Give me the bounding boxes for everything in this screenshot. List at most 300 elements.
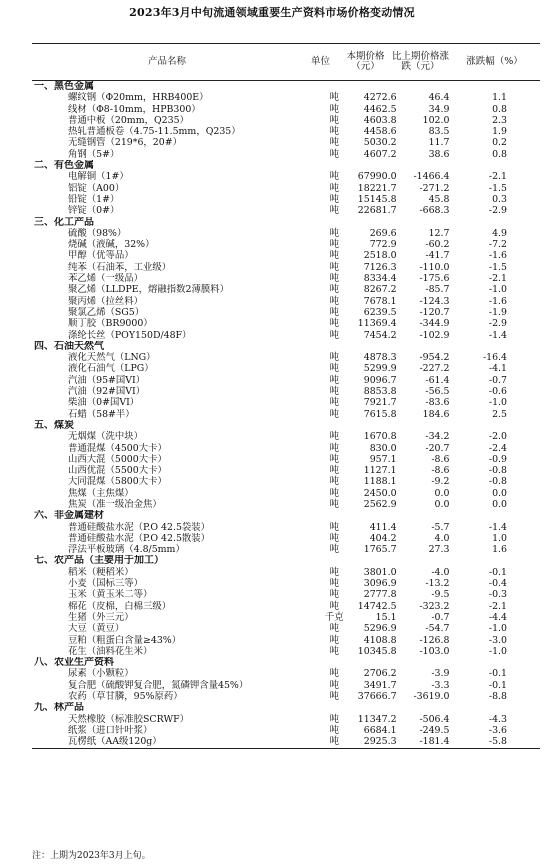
price-cell: 5299.9 [363, 363, 397, 375]
table-row [32, 736, 540, 747]
product-name: 无缝钢管（219*6，20#） [68, 137, 182, 149]
product-name: 浮法平板玻璃（4.8/5mm） [68, 544, 185, 556]
price-table [32, 43, 540, 749]
unit-cell: 吨 [329, 408, 339, 420]
pct-cell: -2.9 [488, 205, 507, 217]
unit-cell: 吨 [329, 182, 339, 194]
table-row [32, 544, 540, 555]
price-cell: 5030.2 [363, 137, 397, 149]
section-title: 一、黑色金属 [34, 81, 94, 92]
unit-cell: 吨 [329, 679, 339, 691]
pct-cell: -0.6 [488, 386, 507, 398]
section-title: 四、石油天然气 [34, 340, 104, 352]
unit-cell: 吨 [329, 329, 339, 341]
price-cell: 18221.7 [357, 182, 397, 194]
unit-cell: 吨 [329, 431, 339, 443]
table-body [32, 81, 540, 748]
table-row [32, 454, 540, 465]
table-row [32, 375, 540, 386]
pct-cell: -4.1 [488, 363, 507, 375]
product-name: 铝锭（A00） [68, 182, 125, 194]
table-row [32, 307, 540, 318]
change-cell: 27.3 [428, 544, 450, 556]
section-header-row [32, 510, 540, 521]
change-cell: 11.7 [428, 137, 450, 149]
unit-cell: 吨 [329, 92, 339, 104]
price-cell: 404.2 [369, 532, 397, 544]
pct-cell: -4.3 [488, 713, 507, 725]
pct-cell: -1.0 [488, 645, 507, 657]
product-name: 螺纹钢（Φ20mm，HRB400E） [68, 92, 209, 104]
change-cell: -3.3 [431, 679, 450, 691]
unit-cell: 吨 [329, 668, 339, 680]
pct-cell: -3.6 [488, 724, 507, 736]
unit-cell: 吨 [329, 521, 339, 533]
product-name: 热轧普通板卷（4.75-11.5mm，Q235） [68, 126, 241, 138]
table-row [32, 589, 540, 600]
unit-cell: 千克 [324, 611, 344, 623]
table-row [32, 476, 540, 487]
product-name: 线材（Φ8-10mm，HPB300） [68, 103, 201, 115]
product-name: 普通混煤（4500大卡） [68, 442, 167, 454]
change-cell: -1466.4 [413, 171, 450, 183]
header-price: 本期价格（元） [346, 51, 385, 72]
price-cell: 11347.2 [357, 713, 397, 725]
price-cell: 6684.1 [363, 724, 397, 736]
price-cell: 2706.2 [363, 668, 397, 680]
table-row [32, 397, 540, 408]
pct-cell: 0.0 [492, 498, 507, 510]
price-cell: 1670.8 [363, 431, 397, 443]
unit-cell: 吨 [329, 623, 339, 635]
table-row [32, 126, 540, 137]
product-name: 玉米（黄玉米二等） [68, 589, 153, 601]
change-cell: -3.9 [431, 668, 450, 680]
unit-cell: 吨 [329, 126, 339, 138]
product-name: 纯苯（石油苯，工业级） [68, 261, 172, 273]
table-row [32, 284, 540, 295]
change-cell: -0.7 [431, 611, 450, 623]
product-name: 稻米（粳稻米） [68, 566, 134, 578]
price-cell: 6239.5 [363, 306, 397, 318]
pct-cell: -2.4 [488, 442, 507, 454]
pct-cell: -2.9 [488, 318, 507, 330]
product-name: 小麦（国标三等） [68, 578, 144, 590]
product-name: 液化天然气（LNG） [68, 352, 156, 364]
section-title: 八、农业生产资料 [34, 657, 114, 669]
change-cell: -954.2 [419, 352, 450, 364]
table-row [32, 691, 540, 702]
change-cell: -13.2 [425, 578, 450, 590]
pct-cell: -0.1 [488, 566, 507, 578]
section-title: 七、农产品（主要用于加工） [34, 555, 164, 567]
table-row [32, 567, 540, 578]
change-cell: 0.0 [434, 487, 450, 499]
change-cell: -668.3 [419, 205, 450, 217]
price-cell: 3096.9 [363, 578, 397, 590]
product-name: 石蜡（58#半） [68, 408, 135, 420]
change-cell: -8.6 [431, 453, 450, 465]
price-cell: 11369.4 [357, 318, 397, 330]
unit-cell: 吨 [329, 713, 339, 725]
unit-cell: 吨 [329, 374, 339, 386]
table-row [32, 330, 540, 341]
section-header-row [32, 217, 540, 228]
table-row [32, 386, 540, 397]
price-cell: 830.0 [369, 442, 397, 454]
change-cell: -102.9 [419, 329, 450, 341]
pct-cell: 2.5 [492, 408, 507, 420]
change-cell: -120.7 [419, 306, 450, 318]
change-cell: -83.6 [425, 397, 450, 409]
pct-cell: -16.4 [482, 352, 507, 364]
unit-cell: 吨 [329, 532, 339, 544]
price-cell: 67990.0 [357, 171, 397, 183]
table-row [32, 646, 540, 657]
pct-cell: -4.4 [488, 611, 507, 623]
product-name: 电解铜（1#） [68, 171, 129, 183]
table-row [32, 228, 540, 239]
price-cell: 7678.1 [363, 295, 397, 307]
change-cell: -4.0 [431, 566, 450, 578]
price-cell: 2562.9 [363, 498, 397, 510]
table-row [32, 499, 540, 510]
change-cell: -126.8 [419, 634, 450, 646]
table-bottom-rule [32, 748, 540, 749]
product-name: 花生（油料花生米） [68, 645, 153, 657]
unit-cell: 吨 [329, 691, 339, 703]
unit-cell: 吨 [329, 227, 339, 239]
change-cell: -344.9 [419, 318, 450, 330]
change-cell: -85.7 [425, 284, 450, 296]
price-cell: 14742.5 [357, 600, 397, 612]
pct-cell: 1.0 [492, 532, 507, 544]
pct-cell: -1.9 [488, 306, 507, 318]
product-name: 聚乙烯（LLDPE，熔融指数2薄膜料） [68, 284, 229, 296]
table-row [32, 104, 540, 115]
table-row [32, 601, 540, 612]
product-name: 纸浆（进口针叶浆） [68, 724, 153, 736]
pct-cell: 1.1 [492, 92, 507, 104]
change-cell: -5.7 [431, 521, 450, 533]
unit-cell: 吨 [329, 171, 339, 183]
price-cell: 37666.7 [357, 691, 397, 703]
price-cell: 4878.3 [363, 352, 397, 364]
change-cell: 102.0 [422, 114, 450, 126]
product-name: 焦煤（主焦煤） [68, 487, 134, 499]
change-cell: 34.9 [428, 103, 450, 115]
unit-cell: 吨 [329, 465, 339, 477]
change-cell: -9.5 [431, 589, 450, 601]
table-row [32, 149, 540, 160]
product-name: 普通硅酸盐水泥（P.O 42.5散装） [68, 532, 211, 544]
unit-cell: 吨 [329, 736, 339, 748]
section-header-row [32, 657, 540, 668]
table-row [32, 668, 540, 679]
section-title: 六、非金属建材 [34, 510, 104, 522]
table-row [32, 194, 540, 205]
change-cell: -249.5 [419, 724, 450, 736]
pct-cell: -0.1 [488, 679, 507, 691]
price-cell: 2450.0 [363, 487, 397, 499]
price-cell: 7454.2 [363, 329, 397, 341]
unit-cell: 吨 [329, 724, 339, 736]
change-cell: 0.0 [434, 498, 450, 510]
section-header-row [32, 81, 540, 92]
change-cell: -56.5 [425, 386, 450, 398]
price-cell: 2518.0 [363, 250, 397, 262]
unit-cell: 吨 [329, 318, 339, 330]
product-name: 汽油（95#国VI） [68, 374, 146, 386]
change-cell: 38.6 [428, 148, 450, 160]
change-cell: -20.7 [425, 442, 450, 454]
pct-cell: -0.3 [488, 589, 507, 601]
product-name: 烧碱（液碱，32%） [68, 239, 155, 251]
unit-cell: 吨 [329, 306, 339, 318]
table-row [32, 296, 540, 307]
unit-cell: 吨 [329, 645, 339, 657]
change-cell: -3619.0 [413, 691, 450, 703]
pct-cell: 0.8 [492, 103, 507, 115]
pct-cell: -1.0 [488, 397, 507, 409]
pct-cell: -0.1 [488, 668, 507, 680]
section-header-row [32, 160, 540, 171]
section-header-row [32, 420, 540, 431]
unit-cell: 吨 [329, 634, 339, 646]
table-row [32, 409, 540, 420]
header-pct: 涨跌幅（%） [466, 56, 523, 67]
unit-cell: 吨 [329, 273, 339, 285]
page-title: 2023年3月中旬流通领域重要生产资料市场价格变动情况 [129, 6, 415, 19]
pct-cell: 2.3 [492, 114, 507, 126]
table-row [32, 612, 540, 623]
pct-cell: 0.2 [492, 137, 507, 149]
price-cell: 8853.8 [363, 386, 397, 398]
pct-cell: -5.8 [488, 736, 507, 748]
unit-cell: 吨 [329, 578, 339, 590]
unit-cell: 吨 [329, 363, 339, 375]
product-name: 涤纶长丝（POY150D/48F） [68, 329, 192, 341]
table-row [32, 488, 540, 499]
table-row [32, 273, 540, 284]
pct-cell: -0.8 [488, 465, 507, 477]
product-name: 豆粕（粗蛋白含量≥43%） [68, 634, 182, 646]
table-row [32, 465, 540, 476]
product-name: 棉花（皮棉，白棉三级） [68, 600, 172, 612]
table-row [32, 115, 540, 126]
unit-cell: 吨 [329, 137, 339, 149]
change-cell: -323.2 [419, 600, 450, 612]
price-cell: 4462.5 [363, 103, 397, 115]
price-cell: 7126.3 [363, 261, 397, 273]
table-row [32, 363, 540, 374]
change-cell: -61.4 [425, 374, 450, 386]
unit-cell: 吨 [329, 442, 339, 454]
pct-cell: -1.0 [488, 623, 507, 635]
pct-cell: -2.1 [488, 171, 507, 183]
price-cell: 1188.1 [363, 476, 397, 488]
pct-cell: 4.9 [492, 227, 507, 239]
footnote: 注：上期为2023年3月上旬。 [32, 851, 151, 861]
table-row [32, 92, 540, 103]
table-row [32, 714, 540, 725]
price-cell: 2777.8 [363, 589, 397, 601]
table-row [32, 239, 540, 250]
table-row [32, 171, 540, 182]
change-cell: -60.2 [425, 239, 450, 251]
change-cell: 46.4 [428, 92, 450, 104]
price-cell: 7615.8 [363, 408, 397, 420]
price-cell: 2925.3 [363, 736, 397, 748]
price-cell: 1765.7 [363, 544, 397, 556]
pct-cell: -1.5 [488, 261, 507, 273]
product-name: 山西优混（5500大卡） [68, 465, 167, 477]
change-cell: -271.2 [419, 182, 450, 194]
table-row [32, 250, 540, 261]
product-name: 生猪（外三元） [68, 611, 134, 623]
table-row [32, 578, 540, 589]
price-cell: 269.6 [369, 227, 397, 239]
unit-cell: 吨 [329, 566, 339, 578]
product-name: 柴油（0#国VI） [68, 397, 140, 409]
table-row [32, 262, 540, 273]
pct-cell: -1.0 [488, 284, 507, 296]
price-cell: 411.4 [369, 521, 397, 533]
section-header-row [32, 341, 540, 352]
price-cell: 4607.2 [363, 148, 397, 160]
section-header-row [32, 555, 540, 566]
pct-cell: -1.4 [488, 521, 507, 533]
unit-cell: 吨 [329, 193, 339, 205]
table-row [32, 183, 540, 194]
unit-cell: 吨 [329, 487, 339, 499]
price-cell: 5296.9 [363, 623, 397, 635]
price-cell: 3801.0 [363, 566, 397, 578]
change-cell: -124.3 [419, 295, 450, 307]
header-unit: 单位 [310, 56, 330, 67]
unit-cell: 吨 [329, 148, 339, 160]
pct-cell: -1.4 [488, 329, 507, 341]
unit-cell: 吨 [329, 295, 339, 307]
price-cell: 957.1 [369, 453, 397, 465]
product-name: 铅锭（1#） [68, 193, 120, 205]
pct-cell: 1.6 [492, 544, 507, 556]
product-name: 复合肥（硫酸钾复合肥，氮磷钾含量45%） [68, 679, 249, 691]
product-name: 角钢（5#） [68, 148, 120, 160]
section-header-row [32, 702, 540, 713]
unit-cell: 吨 [329, 261, 339, 273]
table-header [32, 44, 540, 81]
section-title: 二、有色金属 [34, 160, 94, 172]
unit-cell: 吨 [329, 205, 339, 217]
product-name: 焦炭（准一级冶金焦） [68, 498, 162, 510]
change-cell: -9.2 [431, 476, 450, 488]
product-name: 硫酸（98%） [68, 227, 127, 239]
change-cell: -103.0 [419, 645, 450, 657]
table-row [32, 623, 540, 634]
pct-cell: -8.8 [488, 691, 507, 703]
header-change: 比上期价格涨跌（元） [392, 51, 450, 72]
price-cell: 4603.8 [363, 114, 397, 126]
pct-cell: -0.7 [488, 374, 507, 386]
unit-cell: 吨 [329, 103, 339, 115]
product-name: 聚丙烯（拉丝料） [68, 295, 144, 307]
unit-cell: 吨 [329, 386, 339, 398]
change-cell: -41.7 [425, 250, 450, 262]
pct-cell: -2.1 [488, 273, 507, 285]
change-cell: -227.2 [419, 363, 450, 375]
pct-cell: -1.6 [488, 250, 507, 262]
change-cell: 83.5 [428, 126, 450, 138]
product-name: 普通中板（20mm，Q235） [68, 114, 189, 126]
price-cell: 9096.7 [363, 374, 397, 386]
change-cell: -181.4 [419, 736, 450, 748]
table-row [32, 431, 540, 442]
price-cell: 772.9 [369, 239, 397, 251]
product-name: 汽油（92#国VI） [68, 386, 146, 398]
pct-cell: -0.8 [488, 476, 507, 488]
price-cell: 15.1 [375, 611, 397, 623]
table-row [32, 635, 540, 646]
pct-cell: -1.6 [488, 295, 507, 307]
change-cell: 12.7 [428, 227, 450, 239]
change-cell: -8.6 [431, 465, 450, 477]
change-cell: 184.6 [422, 408, 450, 420]
product-name: 苯乙烯（一级品） [68, 273, 144, 285]
pct-cell: -3.0 [488, 634, 507, 646]
header-name: 产品名称 [147, 56, 186, 67]
pct-cell: -7.2 [488, 239, 507, 251]
table-row [32, 137, 540, 148]
unit-cell: 吨 [329, 498, 339, 510]
pct-cell: 1.9 [492, 126, 507, 138]
table-row [32, 205, 540, 216]
table-row [32, 725, 540, 736]
pct-cell: -2.0 [488, 431, 507, 443]
unit-cell: 吨 [329, 352, 339, 364]
change-cell: -54.7 [425, 623, 450, 635]
price-cell: 22681.7 [357, 205, 397, 217]
price-cell: 7921.7 [363, 397, 397, 409]
pct-cell: -0.4 [488, 578, 507, 590]
change-cell: 4.0 [434, 532, 450, 544]
unit-cell: 吨 [329, 250, 339, 262]
pct-cell: -0.9 [488, 453, 507, 465]
price-cell: 3491.7 [363, 679, 397, 691]
product-name: 天然橡胶（标准胶SCRWF） [68, 713, 189, 725]
change-cell: -175.6 [419, 273, 450, 285]
product-name: 大同混煤（5800大卡） [68, 476, 167, 488]
pct-cell: 0.8 [492, 148, 507, 160]
change-cell: -506.4 [419, 713, 450, 725]
section-title: 九、林产品 [34, 702, 84, 714]
price-cell: 4458.6 [363, 126, 397, 138]
product-name: 液化石油气（LPG） [68, 363, 154, 375]
product-name: 农药（草甘膦，95%原药） [68, 691, 183, 703]
unit-cell: 吨 [329, 600, 339, 612]
pct-cell: -2.1 [488, 600, 507, 612]
unit-cell: 吨 [329, 239, 339, 251]
pct-cell: 0.3 [492, 193, 507, 205]
unit-cell: 吨 [329, 476, 339, 488]
change-cell: -34.2 [425, 431, 450, 443]
table-row [32, 443, 540, 454]
change-cell: 45.8 [428, 193, 450, 205]
table-row [32, 680, 540, 691]
unit-cell: 吨 [329, 397, 339, 409]
product-name: 大豆（黄豆） [68, 623, 125, 635]
product-name: 普通硅酸盐水泥（P.O 42.5袋装） [68, 521, 211, 533]
